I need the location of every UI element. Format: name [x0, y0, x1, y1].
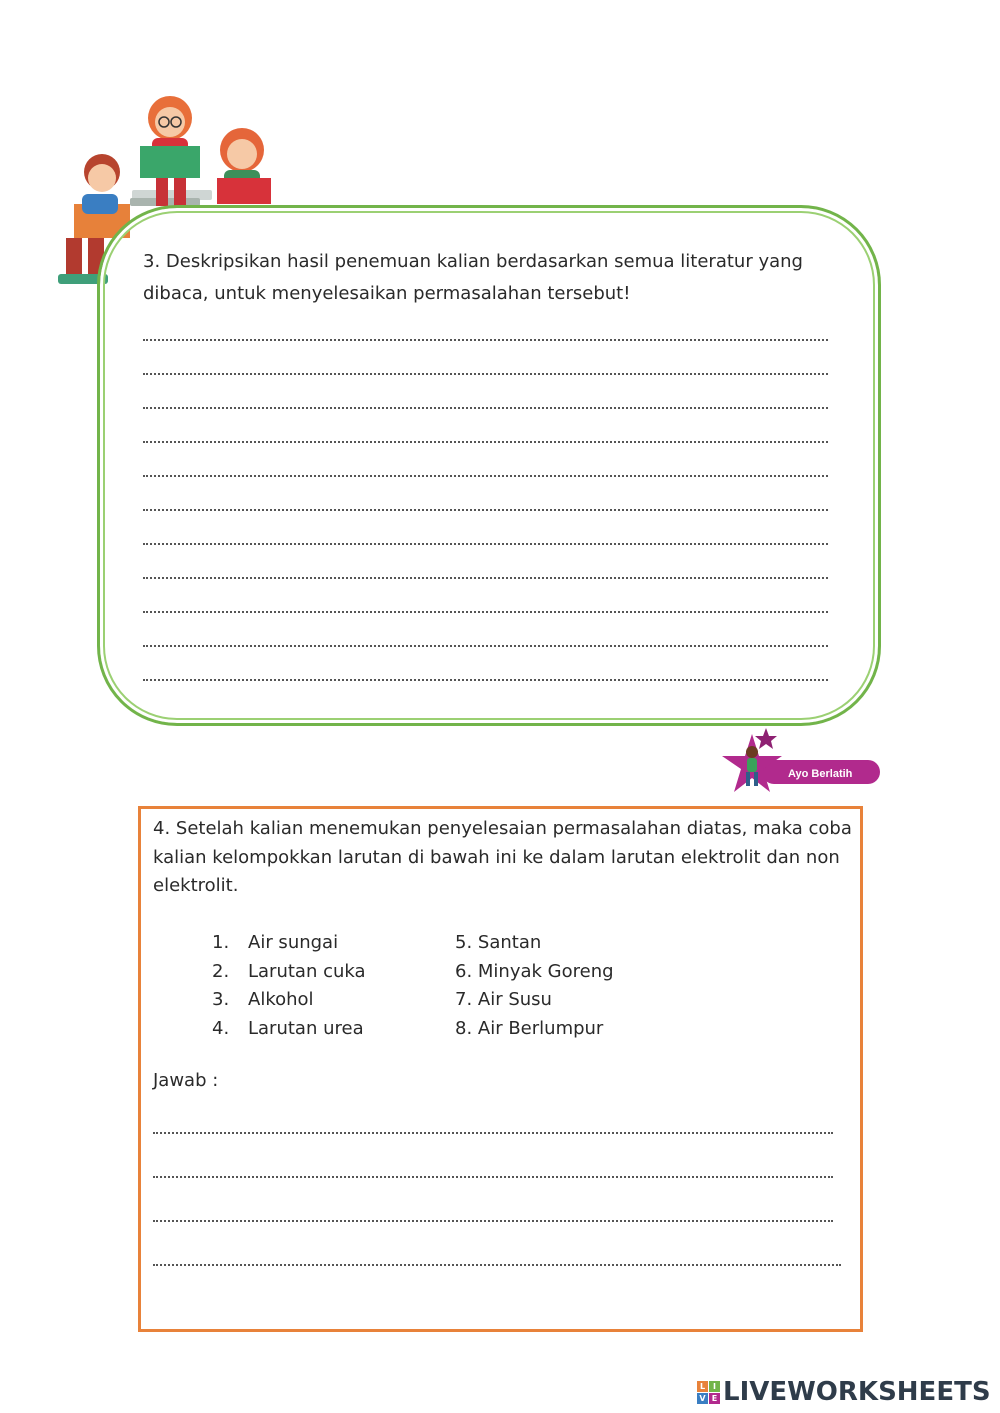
question3-answer-area[interactable]	[143, 322, 828, 681]
list-item: 1. Air sungai	[212, 932, 339, 953]
list-item: 6. Minyak Goreng	[455, 960, 614, 982]
question4-answer-area[interactable]	[153, 1118, 833, 1266]
list-item: 3. Alkohol	[212, 989, 314, 1010]
items-list-right	[455, 929, 614, 1043]
list-item: 7. Air Susu	[455, 989, 552, 1010]
question4-text-line1: 4. Setelah kalian menemukan penyelesaian permasalahan diatas, maka coba	[153, 818, 852, 839]
answer-line[interactable]	[143, 677, 828, 681]
answer-line[interactable]	[143, 609, 828, 613]
answer-line[interactable]	[153, 1130, 833, 1134]
answer-line[interactable]	[143, 507, 828, 511]
answer-line[interactable]	[143, 473, 828, 477]
liveworksheets-logo	[697, 1377, 991, 1407]
logo-text: LIVEWORKSHEETS	[723, 1377, 991, 1407]
question4-block	[153, 815, 853, 901]
answer-line[interactable]	[153, 1174, 833, 1178]
answer-line[interactable]	[143, 439, 828, 443]
list-item: 4. Larutan urea	[212, 1017, 364, 1039]
question4-text-line2: kalian kelompokkan larutan di bawah ini ke dalam larutan elektrolit dan non	[153, 846, 840, 868]
items-list-left	[212, 929, 366, 1043]
list-item: 5. Santan	[455, 932, 542, 953]
list-item: 8. Air Berlumpur	[455, 1017, 604, 1039]
answer-line[interactable]	[143, 643, 828, 647]
ayo-berlatih-badge	[722, 722, 884, 804]
question3-text-line1: 3. Deskripsikan hasil penemuan kalian berdasarkan semua literatur yang	[143, 251, 803, 272]
question3-text-line2: dibaca, untuk menyelesaikan permasalahan tersebut!	[143, 283, 631, 304]
answer-line[interactable]	[143, 541, 828, 545]
question3-block	[143, 246, 843, 310]
liveworksheets-mark-icon: L I V E	[697, 1381, 720, 1404]
badge-label: Ayo Berlatih	[788, 768, 853, 780]
answer-line[interactable]	[153, 1218, 833, 1222]
question4-text-line3: elektrolit.	[153, 875, 239, 896]
answer-line[interactable]	[143, 371, 828, 375]
answer-line[interactable]	[153, 1262, 841, 1266]
answer-label: Jawab :	[153, 1070, 219, 1091]
list-item: 2. Larutan cuka	[212, 960, 366, 982]
answer-line[interactable]	[143, 405, 828, 409]
answer-line[interactable]	[143, 337, 828, 341]
answer-line[interactable]	[143, 575, 828, 579]
